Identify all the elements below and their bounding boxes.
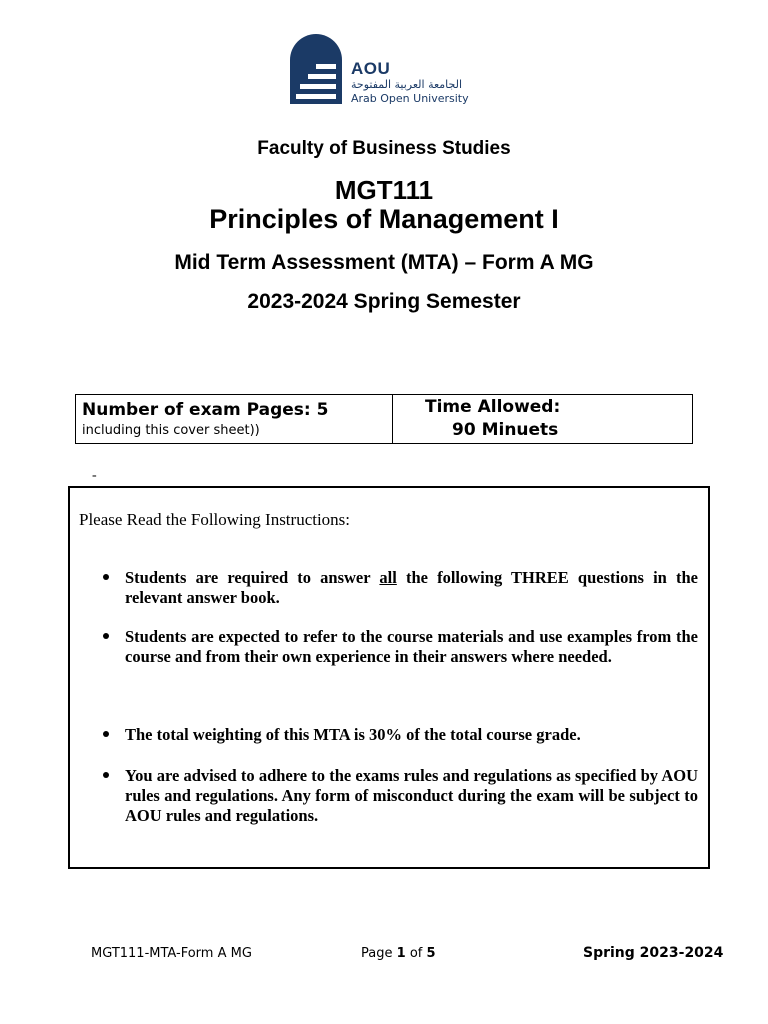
exam-pages-note: including this cover sheet)) (82, 423, 260, 438)
table-divider (392, 395, 393, 443)
instruction-text-part: Students are required to answer (125, 568, 380, 587)
logo-english-name: Arab Open University (351, 92, 469, 105)
instruction-item (94, 725, 698, 745)
instructions-heading: Please Read the Following Instructions: (79, 510, 351, 529)
exam-pages-label: Number of exam Pages: 5 (82, 400, 329, 420)
assessment-title: Mid Term Assessment (MTA) – Form A MG (174, 251, 594, 274)
instruction-text: The total weighting of this MTA is 30% of the total course grade. (125, 725, 581, 744)
page-current: 1 (396, 946, 406, 961)
bullet-icon (103, 731, 109, 737)
logo-abbreviation: AOU (351, 59, 391, 78)
course-code: MGT111 (334, 175, 434, 205)
logo-arabic-name: الجامعة العربية المفتوحة (351, 78, 463, 91)
bullet-icon (103, 574, 109, 580)
stray-dash: - (92, 468, 97, 483)
aou-logo-text (351, 60, 477, 106)
time-allowed-value: 90 Minuets (452, 420, 559, 440)
bullet-icon (103, 772, 109, 778)
exam-info-table (75, 394, 693, 444)
faculty-name: Faculty of Business Studies (257, 138, 511, 159)
instructions-box (68, 486, 710, 869)
footer-form-id: MGT111-MTA-Form A MG (91, 946, 252, 961)
instruction-item (94, 766, 698, 826)
of-word: of (409, 946, 423, 961)
aou-logo (290, 34, 480, 106)
aou-logo-mark-icon (290, 34, 342, 104)
bullet-icon (103, 633, 109, 639)
instruction-item (94, 627, 698, 667)
instruction-text: Students are expected to refer to the course materials and use examples from the course and from their own experience in their answers where needed. (125, 627, 698, 666)
instruction-text (125, 568, 698, 608)
time-allowed-label: Time Allowed: (425, 397, 561, 417)
page-word: Page (361, 946, 393, 961)
instruction-text-part: the following THREE questions in the relevant answer book. (125, 568, 698, 607)
instruction-emphasis: all (379, 568, 397, 587)
footer-semester: Spring 2023-2024 (583, 945, 724, 961)
course-title: Principles of Management I (209, 204, 559, 234)
instruction-item (94, 568, 698, 608)
footer-page-number (361, 946, 436, 961)
semester: 2023-2024 Spring Semester (247, 290, 521, 313)
instruction-text: You are advised to adhere to the exams rules and regulations as specified by AOU rules and regulations. Any form of misconduct during the exam will be subject to AOU rules and regulations. (125, 766, 698, 825)
page-total: 5 (426, 946, 436, 961)
